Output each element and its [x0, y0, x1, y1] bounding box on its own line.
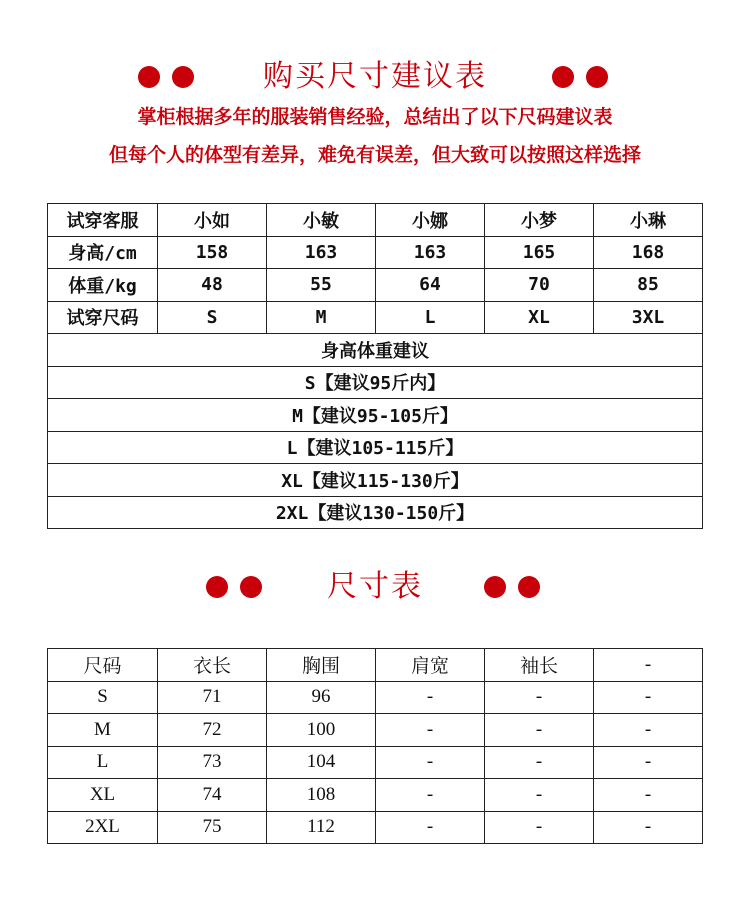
- table-cell: 74: [158, 779, 267, 812]
- table-cell: 试穿客服: [48, 204, 158, 237]
- table-cell: S: [48, 681, 158, 714]
- table-row: [48, 714, 703, 747]
- table-cell: 100: [267, 714, 376, 747]
- advice-cell: XL【建议115-130斤】: [48, 464, 703, 497]
- table-row: [48, 399, 703, 432]
- table-cell: -: [485, 811, 594, 844]
- fit-table: [47, 203, 703, 529]
- table-row: [48, 779, 703, 812]
- table-row: [48, 681, 703, 714]
- table-cell: -: [594, 779, 703, 812]
- table-row: [48, 301, 703, 334]
- table-header-row: [48, 649, 703, 682]
- intro-line-2: 但每个人的体型有差异，难免有误差，但大致可以按照这样选择: [108, 144, 641, 166]
- table-cell: 身高/cm: [48, 236, 158, 269]
- table-cell: 小梦: [485, 204, 594, 237]
- table-row: [48, 464, 703, 497]
- table-cell: 73: [158, 746, 267, 779]
- table-cell: -: [376, 714, 485, 747]
- table-row: [48, 236, 703, 269]
- table-cell: -: [485, 779, 594, 812]
- table-cell: XL: [485, 301, 594, 334]
- table-cell: -: [594, 714, 703, 747]
- table-cell: S: [158, 301, 267, 334]
- table-cell: -: [594, 746, 703, 779]
- table-cell: 64: [376, 269, 485, 302]
- advice-cell: L【建议105-115斤】: [48, 431, 703, 464]
- table-cell: -: [485, 746, 594, 779]
- intro-line-1: 掌柜根据多年的服装销售经验，总结出了以下尺码建议表: [137, 106, 613, 128]
- column-header: 衣长: [158, 649, 267, 682]
- table-row: [48, 366, 703, 399]
- table-cell: 71: [158, 681, 267, 714]
- table-row: [48, 334, 703, 367]
- table-cell: -: [594, 681, 703, 714]
- table-cell: 小娜: [376, 204, 485, 237]
- table-cell: -: [376, 779, 485, 812]
- table-cell: 96: [267, 681, 376, 714]
- table-cell: -: [594, 811, 703, 844]
- table-row: [48, 811, 703, 844]
- column-header: 袖长: [485, 649, 594, 682]
- table-cell: 小敏: [267, 204, 376, 237]
- table-cell: 163: [267, 236, 376, 269]
- size-table: [47, 648, 703, 844]
- table-cell: L: [48, 746, 158, 779]
- table-row: [48, 496, 703, 529]
- table-cell: 104: [267, 746, 376, 779]
- table-cell: 75: [158, 811, 267, 844]
- table-cell: -: [485, 714, 594, 747]
- column-header: -: [594, 649, 703, 682]
- table-cell: 165: [485, 236, 594, 269]
- advice-cell: 2XL【建议130-150斤】: [48, 496, 703, 529]
- table-cell: 试穿尺码: [48, 301, 158, 334]
- table-cell: XL: [48, 779, 158, 812]
- size-chart-title: 尺寸表: [327, 569, 423, 604]
- table-cell: 48: [158, 269, 267, 302]
- table-cell: 112: [267, 811, 376, 844]
- table-cell: -: [376, 811, 485, 844]
- table-cell: M: [48, 714, 158, 747]
- table-cell: -: [376, 681, 485, 714]
- table-cell: 2XL: [48, 811, 158, 844]
- table-cell: 3XL: [594, 301, 703, 334]
- table-cell: M: [267, 301, 376, 334]
- table-cell: 小琳: [594, 204, 703, 237]
- page-title: 购买尺寸建议表: [263, 59, 487, 94]
- advice-header: 身高体重建议: [48, 334, 703, 367]
- advice-cell: S【建议95斤内】: [48, 366, 703, 399]
- table-cell: 55: [267, 269, 376, 302]
- table-row: [48, 431, 703, 464]
- table-cell: 108: [267, 779, 376, 812]
- table-row: [48, 746, 703, 779]
- table-cell: 体重/kg: [48, 269, 158, 302]
- table-cell: -: [485, 681, 594, 714]
- table-cell: 163: [376, 236, 485, 269]
- column-header: 肩宽: [376, 649, 485, 682]
- table-cell: 158: [158, 236, 267, 269]
- table-row: [48, 269, 703, 302]
- advice-cell: M【建议95-105斤】: [48, 399, 703, 432]
- table-cell: 70: [485, 269, 594, 302]
- table-cell: 小如: [158, 204, 267, 237]
- table-cell: -: [376, 746, 485, 779]
- table-row: [48, 204, 703, 237]
- table-cell: 168: [594, 236, 703, 269]
- column-header: 尺码: [48, 649, 158, 682]
- column-header: 胸围: [267, 649, 376, 682]
- table-cell: 72: [158, 714, 267, 747]
- table-cell: L: [376, 301, 485, 334]
- table-cell: 85: [594, 269, 703, 302]
